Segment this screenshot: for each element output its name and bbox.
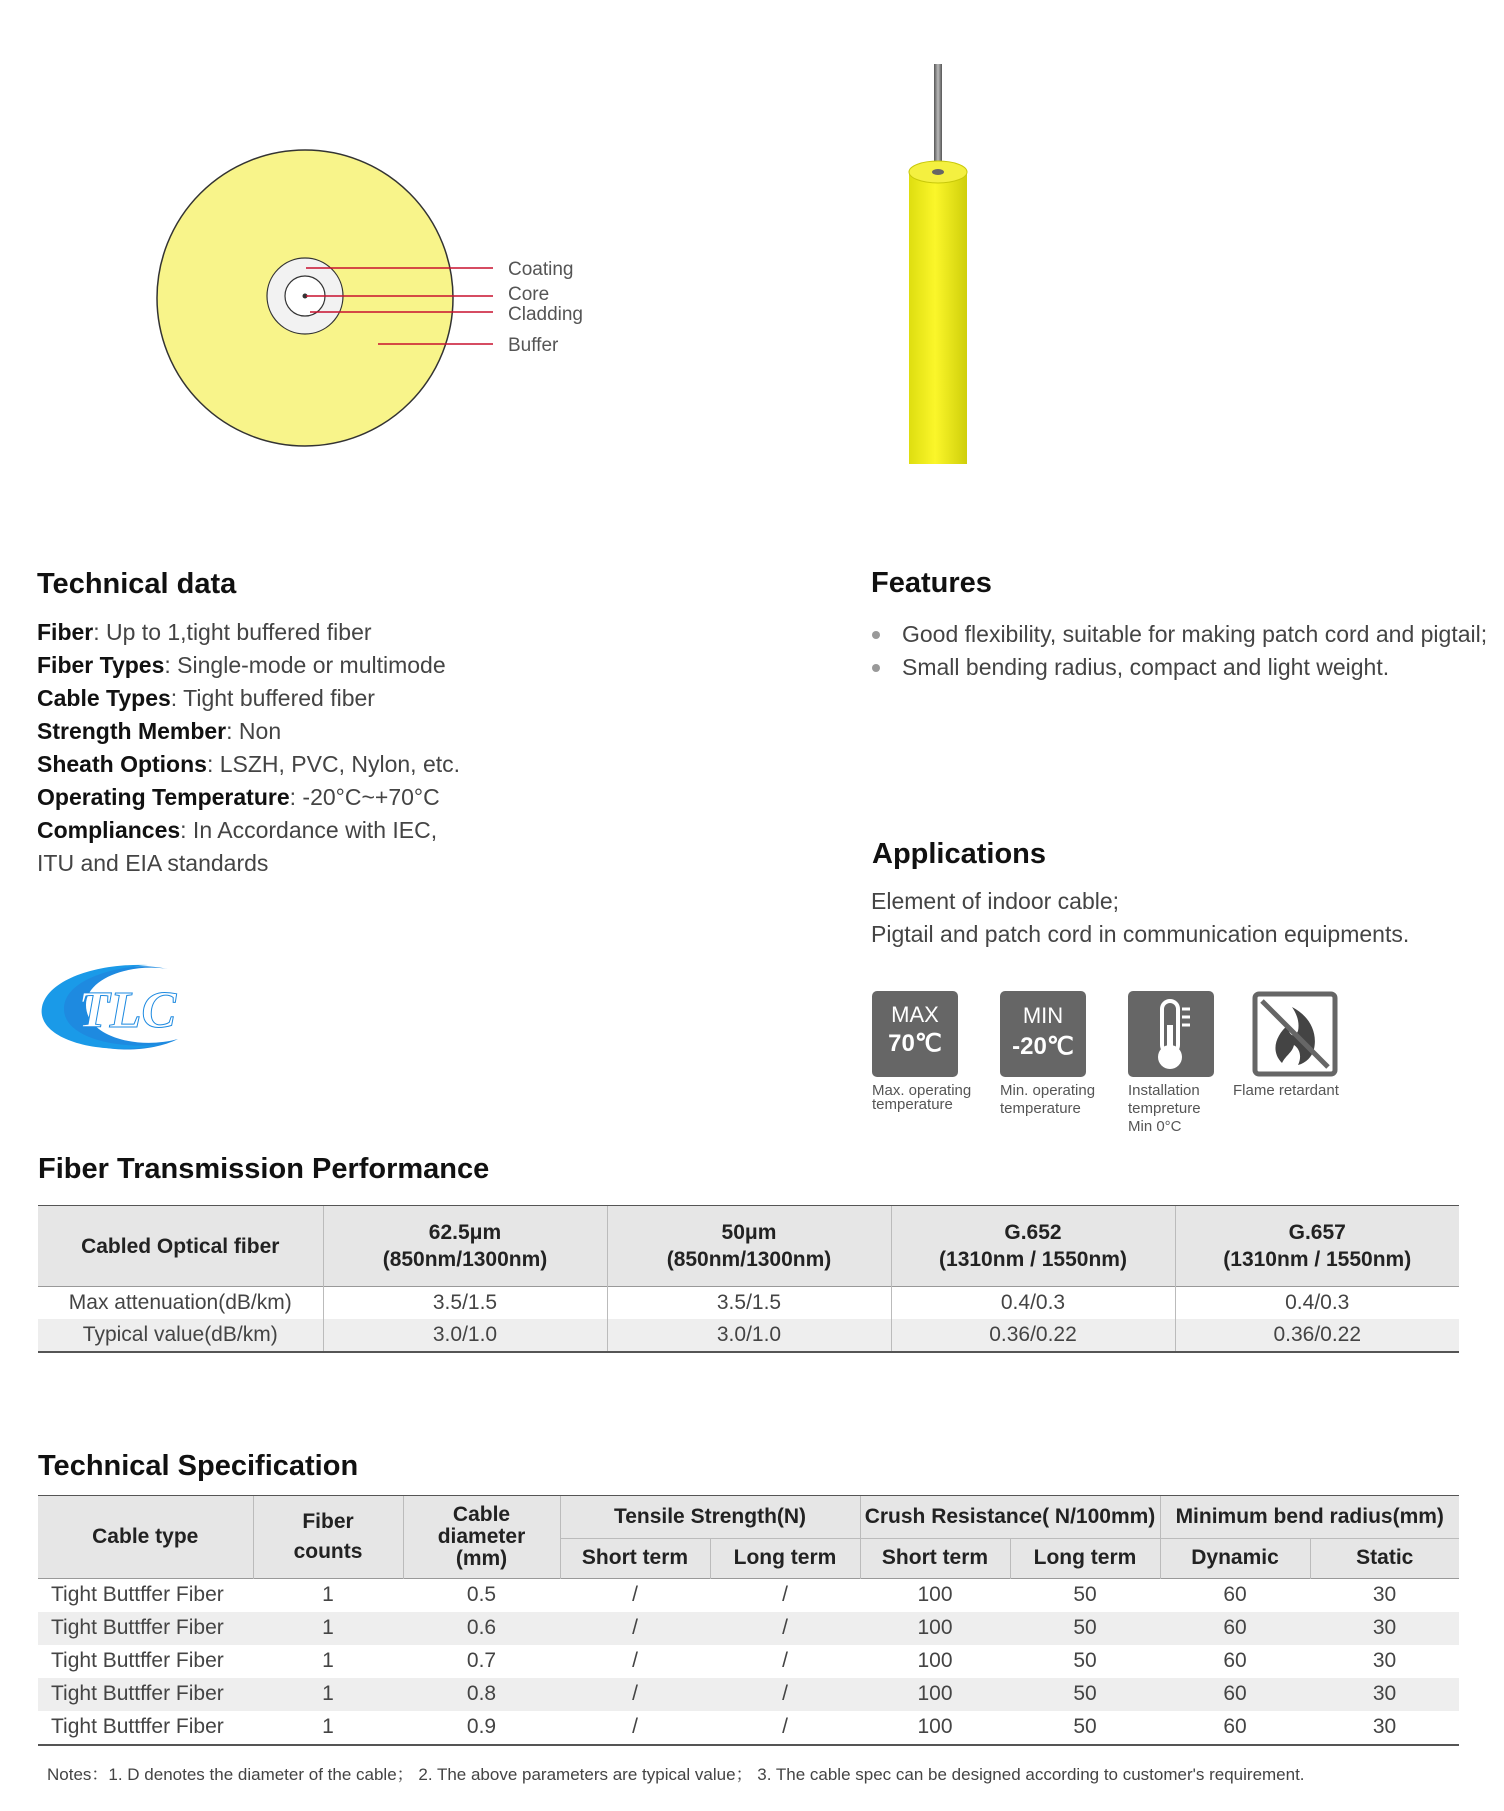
table-cell: 30	[1372, 1583, 1397, 1606]
table-cell: 100	[860, 1612, 1010, 1645]
table-cell: 50	[1010, 1678, 1160, 1711]
table-cell: 30	[1372, 1649, 1397, 1672]
table-cell: 50	[1010, 1612, 1160, 1645]
table-cell: 0.4/0.3	[1175, 1287, 1459, 1320]
tech-item-compliances: Compliances: In Accordance with IEC, ITU and EIA standards	[37, 817, 438, 876]
table-cell: 100	[917, 1649, 953, 1672]
thermometer-icon	[1128, 991, 1214, 1077]
table-cell: 0.6	[403, 1612, 560, 1645]
table-cell: /	[632, 1583, 638, 1606]
technical-data-list	[37, 616, 517, 880]
table-row	[38, 1645, 1459, 1678]
table-cell: 30	[1310, 1678, 1459, 1711]
feature-item: Good flexibility, suitable for making patch cord and pigtail;	[870, 618, 1487, 651]
table-cell: 30	[1372, 1715, 1397, 1738]
perf-header-cabled: Cabled Optical fiber	[38, 1206, 323, 1287]
logo-text: TLC	[78, 982, 177, 1039]
spec-header-crush-long: Long term	[1010, 1538, 1160, 1578]
table-cell: 60	[1223, 1715, 1247, 1738]
table-cell: 1	[322, 1649, 334, 1672]
table-cell: Typical value(dB/km)	[38, 1319, 323, 1352]
spec-header-crush-short: Short term	[860, 1538, 1010, 1578]
table-cell: 100	[917, 1583, 953, 1606]
table-cell: Tight Buttffer Fiber	[38, 1678, 253, 1711]
tech-item-cable-types: Cable Types: Tight buffered fiber	[37, 685, 375, 711]
feature-item: Small bending radius, compact and light weight.	[870, 651, 1487, 684]
table-cell: Max attenuation(dB/km)	[68, 1291, 292, 1314]
table-row	[38, 1678, 1459, 1711]
table-cell: /	[632, 1715, 638, 1738]
spec-header-bend: Minimum bend radius(mm)	[1160, 1496, 1459, 1538]
performance-title: Fiber Transmission Performance	[38, 1153, 490, 1185]
table-cell: Tight Buttffer Fiber	[51, 1649, 224, 1672]
table-row	[38, 1578, 1459, 1612]
technical-data-title: Technical data	[37, 568, 237, 600]
table-cell: 50	[1073, 1583, 1097, 1606]
table-cell: 50	[1073, 1649, 1097, 1672]
installation-temp-caption: Installation tempreture Min 0°C	[1128, 1082, 1201, 1135]
table-cell: /	[632, 1649, 638, 1672]
spec-header-bend-dynamic: Dynamic	[1160, 1538, 1310, 1578]
label-coating: Coating	[508, 259, 574, 280]
tech-item-sheath-options: Sheath Options: LSZH, PVC, Nylon, etc.	[37, 751, 461, 777]
tech-item-fiber-types: Fiber Types: Single-mode or multimode	[37, 652, 446, 678]
perf-header-g652: G.652 (1310nm / 1550nm)	[891, 1206, 1175, 1287]
table-row	[38, 1612, 1459, 1645]
table-cell: 0.36/0.22	[1175, 1319, 1459, 1352]
table-cell: /	[710, 1678, 860, 1711]
performance-header-row	[38, 1206, 1459, 1287]
table-cell: 60	[1160, 1612, 1310, 1645]
table-cell: 60	[1160, 1678, 1310, 1711]
table-cell: 50	[1073, 1715, 1097, 1738]
table-cell: 0.7	[466, 1649, 497, 1672]
table-cell: /	[782, 1649, 788, 1672]
table-cell: /	[560, 1678, 710, 1711]
spec-header-tensile-short: Short term	[560, 1538, 710, 1578]
table-cell: Tight Buttffer Fiber	[38, 1612, 253, 1645]
applications-text	[871, 885, 1409, 951]
specification-table	[38, 1496, 1459, 1746]
specification-title: Technical Specification	[38, 1450, 359, 1482]
spec-header-row-1	[38, 1496, 1459, 1538]
tech-item-fiber: Fiber: Up to 1,tight buffered fiber	[37, 619, 372, 645]
spec-header-bend-static: Static	[1310, 1538, 1459, 1578]
spec-header-fiber-counts: Fiber counts	[253, 1496, 403, 1578]
spec-header-tensile: Tensile Strength(N)	[560, 1496, 860, 1538]
table-cell: 3.5/1.5	[323, 1287, 607, 1320]
table-cell: 0.4/0.3	[891, 1287, 1175, 1320]
cable-illustration	[900, 60, 980, 470]
table-cell: /	[710, 1612, 860, 1645]
table-cell: 3.0/1.0	[323, 1319, 607, 1352]
features-title: Features	[871, 567, 992, 599]
table-row	[38, 1711, 1459, 1745]
table-cell: 0.5	[466, 1583, 497, 1606]
cable-cross-section-diagram	[150, 140, 610, 460]
table-cell: 1	[253, 1612, 403, 1645]
table-cell: 1	[253, 1678, 403, 1711]
min-temp-icon: MIN -20℃	[1000, 991, 1086, 1077]
perf-header-50: 50μm (850nm/1300nm)	[607, 1206, 891, 1287]
label-cladding: Cladding	[508, 304, 583, 325]
table-cell: Tight Buttffer Fiber	[51, 1583, 224, 1606]
max-temp-icon: MAX 70℃	[872, 991, 958, 1077]
label-buffer: Buffer	[508, 335, 559, 356]
table-cell: 0.8	[403, 1678, 560, 1711]
tech-item-operating-temperature: Operating Temperature: -20°C~+70°C	[37, 784, 440, 810]
table-cell: 1	[322, 1583, 334, 1606]
max-temp-caption: Max. operating temperature	[872, 1082, 972, 1113]
table-row	[38, 1319, 1459, 1352]
perf-header-g657: G.657 (1310nm / 1550nm)	[1175, 1206, 1459, 1287]
application-line: Pigtail and patch cord in communication equipments.	[871, 921, 1410, 947]
tech-item-strength-member: Strength Member: Non	[37, 718, 282, 744]
min-temp-caption: Min. operating temperature	[1000, 1082, 1096, 1117]
table-cell: 0.36/0.22	[891, 1319, 1175, 1352]
table-cell: 60	[1223, 1583, 1247, 1606]
spec-header-cable-type: Cable type	[38, 1496, 253, 1578]
flame-retardant-icon	[1252, 991, 1338, 1077]
table-cell: /	[782, 1715, 788, 1738]
spec-header-cable-diameter: Cable diameter (mm)	[403, 1496, 560, 1578]
table-cell: 0.9	[466, 1715, 497, 1738]
spec-header-crush: Crush Resistance( N/100mm)	[860, 1496, 1160, 1538]
tlc-logo	[38, 955, 188, 1055]
table-cell: 3.0/1.0	[607, 1319, 891, 1352]
perf-header-62-5: 62.5μm (850nm/1300nm)	[323, 1206, 607, 1287]
table-cell: 1	[322, 1715, 334, 1738]
table-cell: 100	[860, 1678, 1010, 1711]
table-cell: 30	[1310, 1612, 1459, 1645]
table-cell: 100	[917, 1715, 953, 1738]
performance-table	[38, 1206, 1459, 1353]
spec-header-tensile-long: Long term	[710, 1538, 860, 1578]
label-core: Core	[508, 284, 550, 305]
table-cell: 3.5/1.5	[607, 1287, 891, 1320]
table-cell: Tight Buttffer Fiber	[51, 1715, 224, 1738]
applications-title: Applications	[872, 838, 1047, 870]
table-cell: 60	[1223, 1649, 1247, 1672]
table-cell: /	[782, 1583, 788, 1606]
table-row	[38, 1287, 1459, 1320]
flame-retardant-caption: Flame retardant	[1233, 1082, 1339, 1099]
features-list	[870, 618, 1487, 684]
notes: Notes：1. D denotes the diameter of the cable； 2. The above parameters are typical value； 3. The cable spec can be designed according to customer's requirement.	[47, 1765, 1305, 1784]
table-cell: /	[560, 1612, 710, 1645]
application-line: Element of indoor cable;	[871, 888, 1120, 914]
